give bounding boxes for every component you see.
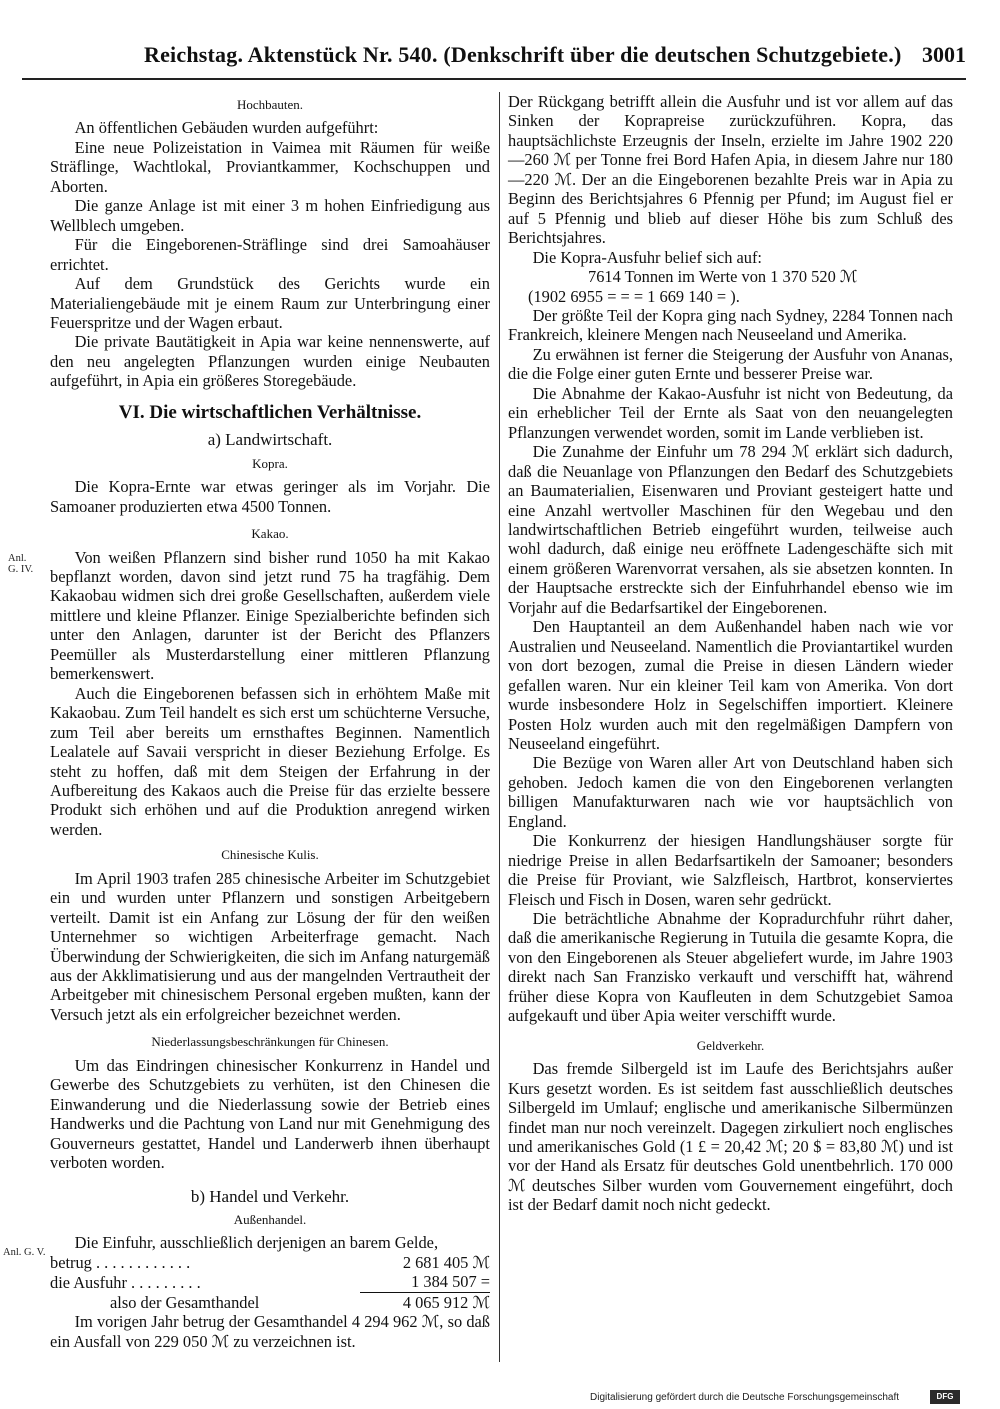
section-heading: Niederlassungsbeschränkungen für Chinesen. (151, 1034, 389, 1050)
trade-table (50, 1253, 490, 1312)
subsection-heading: a) Landwirtschaft. (207, 430, 333, 450)
column-divider (499, 92, 500, 1362)
paragraph: Im April 1903 trafen 285 chinesische Arbeiter im Schutzgebiet ein und wurden unter Pflanzern und sonstigen Arbeitgebern verteilt. Damit ist ein Anfang zur Lösung der für den weißen Unternehmer so wichtigen Arbeiterfrage gemacht. Nach Überwindung der Schwierigkeiten, die sich im Anfang naturgemäß aus der Akklimatisierung und aus der mangelnden Vertrautheit der Arbeitgeber mit chinesischem Personal ergeben mußten, kann der Versuch jetzt als ein erfolgreicher bezeichnet werden. (50, 868, 490, 1024)
table-cell: also der Gesamthandel (110, 1292, 260, 1312)
running-title: Reichstag. Aktenstück Nr. 540. (Denkschrift über die deutschen Schutzgebiete.) (144, 42, 902, 67)
table-cell: 4 065 912 ℳ (402, 1292, 490, 1312)
paragraph: Die Kopra-Ausfuhr belief sich auf: (532, 247, 762, 267)
section-heading: Hochbauten. (236, 97, 304, 112)
page-number: 3001 (922, 42, 966, 67)
table-row (50, 1253, 490, 1272)
margin-note-kakao: Anl. G. IV. (8, 553, 34, 575)
paragraph: Die Kopra-Ernte war etwas geringer als im Vorjahr. Die Samoaner produzierten etwa 4500 Tonnen. (50, 477, 490, 516)
paragraph: Im vorigen Jahr betrug der Gesamthandel 4 294 962 ℳ, so daß ein Ausfall von 229 050 ℳ zu verzeichnen ist. (50, 1312, 490, 1351)
paragraph: Die Zunahme der Einfuhr um 78 294 ℳ erklärt sich dadurch, daß die Neuanlage von Pflanzungen den Bedarf des Schutzgebiets an Baumaterialien, Eisenwaren und Proviant gesteigert hatte und eine Anzahl wertvoller Maschinen für den Wegebau und den landwirtschaftlichen Betrieb eingeführt wurden, teilweise auch wohl dadurch, daß einige neu eröffnete Ladengeschäfte sich mit einem größeren Warenvorrat versahen, als sie absetzen konnten. In der Hauptsache erstreckte sich der Einfuhrhandel ebenso wie im Vorjahr auf die Bedarfsartikel der Eingeborenen. (508, 442, 953, 617)
paragraph: Von weißen Pflanzern sind bisher rund 1050 ha mit Kakao bepflanzt worden, davon sind jetzt rund 75 ha tragfähig. Dem Kakaobau widmen sich drei große Gesellschaften, außerdem viele mittlere und kleine Pflanzer. Einige Spezialberichte befinden sich unter den Anlagen, darunter ist der Bericht des Pflanzers Peemüller als Musterdarstellung einer mittleren Pflanzung bemerkenswert. (50, 547, 490, 684)
table-row (50, 1292, 490, 1312)
paragraph: Den Hauptanteil an dem Außenhandel haben nach wie vor Australien und Neuseeland. Namentlich die Proviantartikel wurden von dort bezogen, zumal die Preise in diesen Ländern wieder gefallen waren. Nur ein kleiner Teil kam von Amerika. Von dort wurde insbesondere Holz in Segelschiffen importiert. Kleinere Posten Holz wurden auch mit den regelmäßigen Dampfern von Neuseeland eingeführt. (508, 617, 953, 753)
right-column (508, 92, 953, 1215)
table-cell: die Ausfuhr . . . . . . . . . (50, 1272, 201, 1292)
paragraph: Um das Eindringen chinesischer Konkurrenz in Handel und Gewerbe des Schutzgebiets zu verhüten, ist den Chinesen die Einwanderung und die Niederlassung sowie der Betrieb eines Handwerks und die Pachtung von Land nur mit Genehmigung des Gouverneurs gestattet, Handel und Landerwerb ihnen überhaupt verboten worden. (50, 1055, 490, 1173)
digitization-credit (590, 1390, 960, 1406)
table-row (50, 1272, 490, 1292)
paragraph: Die private Bautätigkeit in Apia war keine nennenswerte, auf den neu angelegten Pflanzungen wurden einige Neubauten aufgeführt, in Apia ein größeres Storegebäude. (50, 332, 490, 391)
paragraph: Zu erwähnen ist ferner die Steigerung der Ausfuhr von Ananas, die die Folge einer guten Ernte und besserer Preise war. (508, 344, 953, 384)
paragraph: Das fremde Silbergeld ist im Laufe des Berichtsjahrs außer Kurs gesetzt worden. Es ist seitdem fast ausschließlich deutsches Silbergeld im Umlauf; englische und amerikanische Silbermünzen findet man nur noch vereinzelt. Dagegen zirkuliert noch englisches und amerikanisches Gold (1 £ = 20,42 ℳ; 20 $ = 83,80 ℳ) und ist vor der Hand als Ersatz für deutsches Gold unentbehrlich. 170 000 ℳ deutsches Silber wurden vom Gouvernement eingeführt, doch ist der Bedarf damit noch nicht gedeckt. (508, 1059, 953, 1215)
section-heading: Kakao. (251, 526, 289, 542)
copra-export-line: (1902 6955 = = = 1 669 140 = ). (528, 286, 740, 306)
paragraph: Die beträchtliche Abnahme der Kopradurchfuhr rührt daher, daß die amerikanische Regierung in Tutuila die gesamte Kopra, die von den Eingeborenen als Steuer abgeliefert wurde, im Jahre 1903 direkt nach San Franzisko verkauft und verschifft hat, während früher diese Kopra von Kaufleuten in dem Schutzgebiet Samoa aufgekauft und über Apia weiter verschifft wurde. (508, 909, 953, 1026)
paragraph: Der größte Teil der Kopra ging nach Sydney, 2284 Tonnen nach Frankreich, kleinere Mengen nach Neuseeland und Amerika. (508, 305, 953, 345)
left-column (50, 92, 490, 1351)
section-heading: Geldverkehr. (696, 1037, 765, 1053)
page-header (22, 30, 966, 80)
paragraph: Eine neue Polizeistation in Vaimea mit Räumen für weiße Sträflinge, Wachtlokal, Proviantkammer, Kochschuppen und Aborten. (50, 137, 490, 196)
paragraph: Für die Eingeborenen-Sträflinge sind drei Samoahäuser errichtet. (50, 235, 490, 274)
paragraph: An öffentlichen Gebäuden wurden aufgeführt: (74, 118, 379, 138)
subsection-heading: b) Handel und Verkehr. (190, 1186, 350, 1206)
chapter-heading: VI. Die wirtschaftlichen Verhältnisse. (118, 401, 422, 423)
section-heading: Außenhandel. (233, 1212, 307, 1228)
copra-export-line: 7614 Tonnen im Werte von 1 370 520 ℳ (588, 267, 858, 287)
paragraph: Der Rückgang betrifft allein die Ausfuhr und ist vor allem auf das Sinken der Koprapreise zurückzuführen. Kopra, das hauptsächlichste Erzeugnis der Inseln, erzielte im Jahre 1902 220—260 ℳ per Tonne frei Bord Hafen Apia, in diesem Jahre nur 180—220 ℳ. Der an die Eingeborenen bezahlte Preis war in Apia zu Beginn des Berichtsjahres 6 Pfennig per Pfund; im August fiel er auf 5 Pfennig und blieb auf dieser Höhe bis zum Schluß des Berichtsjahres. (508, 92, 953, 248)
paragraph: Die Einfuhr, ausschließlich derjenigen an barem Gelde, (74, 1233, 439, 1253)
paragraph: Die Bezüge von Waren aller Art von Deutschland haben sich gehoben. Jedoch kamen die von den Eingeborenen verlangten billigen Manufakturwaren nach wie vor hauptsächlich von England. (508, 753, 953, 831)
dfg-logo-icon: DFG (930, 1390, 960, 1404)
paragraph: Auf dem Grundstück des Gerichts wurde ein Materialiengebäude mit je einem Raum zur Unterbringung einer Feuerspritze und der Wagen erbaut. (50, 274, 490, 332)
table-cell: betrug . . . . . . . . . . . . (50, 1252, 191, 1272)
paragraph: Die Abnahme der Kakao-Ausfuhr ist nicht von Bedeutung, da ein erheblicher Teil der Ernte als Saat von den neuangelegten Pflanzungen verwendet worden, somit im Lande verblieben ist. (508, 383, 953, 442)
credit-text: Digitalisierung gefördert durch die Deutsche Forschungsgemeinschaft (590, 1392, 900, 1403)
table-cell: 1 384 507 = (360, 1272, 490, 1292)
table-cell: 2 681 405 ℳ (402, 1252, 490, 1272)
section-heading: Kopra. (252, 455, 288, 471)
paragraph: Die Konkurrenz der hiesigen Handlungshäuser sorgte für niedrige Preise in allen Bedarfsartikeln der Samoaner; besonders die Preise für Proviant, wie Salzfleisch, Hartbrot, konserviertes Fleisch und Fisch in Dosen, waren sehr gedrückt. (508, 831, 953, 909)
paragraph: Auch die Eingeborenen befassen sich in erhöhtem Maße mit Kakaobau. Zum Teil handelt es sich erst um schüchterne Versuche, zum Teil aber bereits um ernsthaftes Beginnen. Namentlich Lealatele auf Savaii verspricht in dieser Beziehung Erfolge. Es steht zu hoffen, daß mit dem Steigen der Erfahrung in der Aufbereitung des Kakaos auch die Preise für das erzielte bessere Produkt sich erhöhen und auf die Produktion anregend wirken werden. (50, 683, 490, 839)
margin-note-handel: Anl. G. V. (3, 1247, 46, 1258)
paragraph: Die ganze Anlage ist mit einer 3 m hohen Einfriedigung aus Wellblech umgeben. (50, 196, 490, 235)
section-heading: Chinesische Kulis. (221, 847, 319, 863)
